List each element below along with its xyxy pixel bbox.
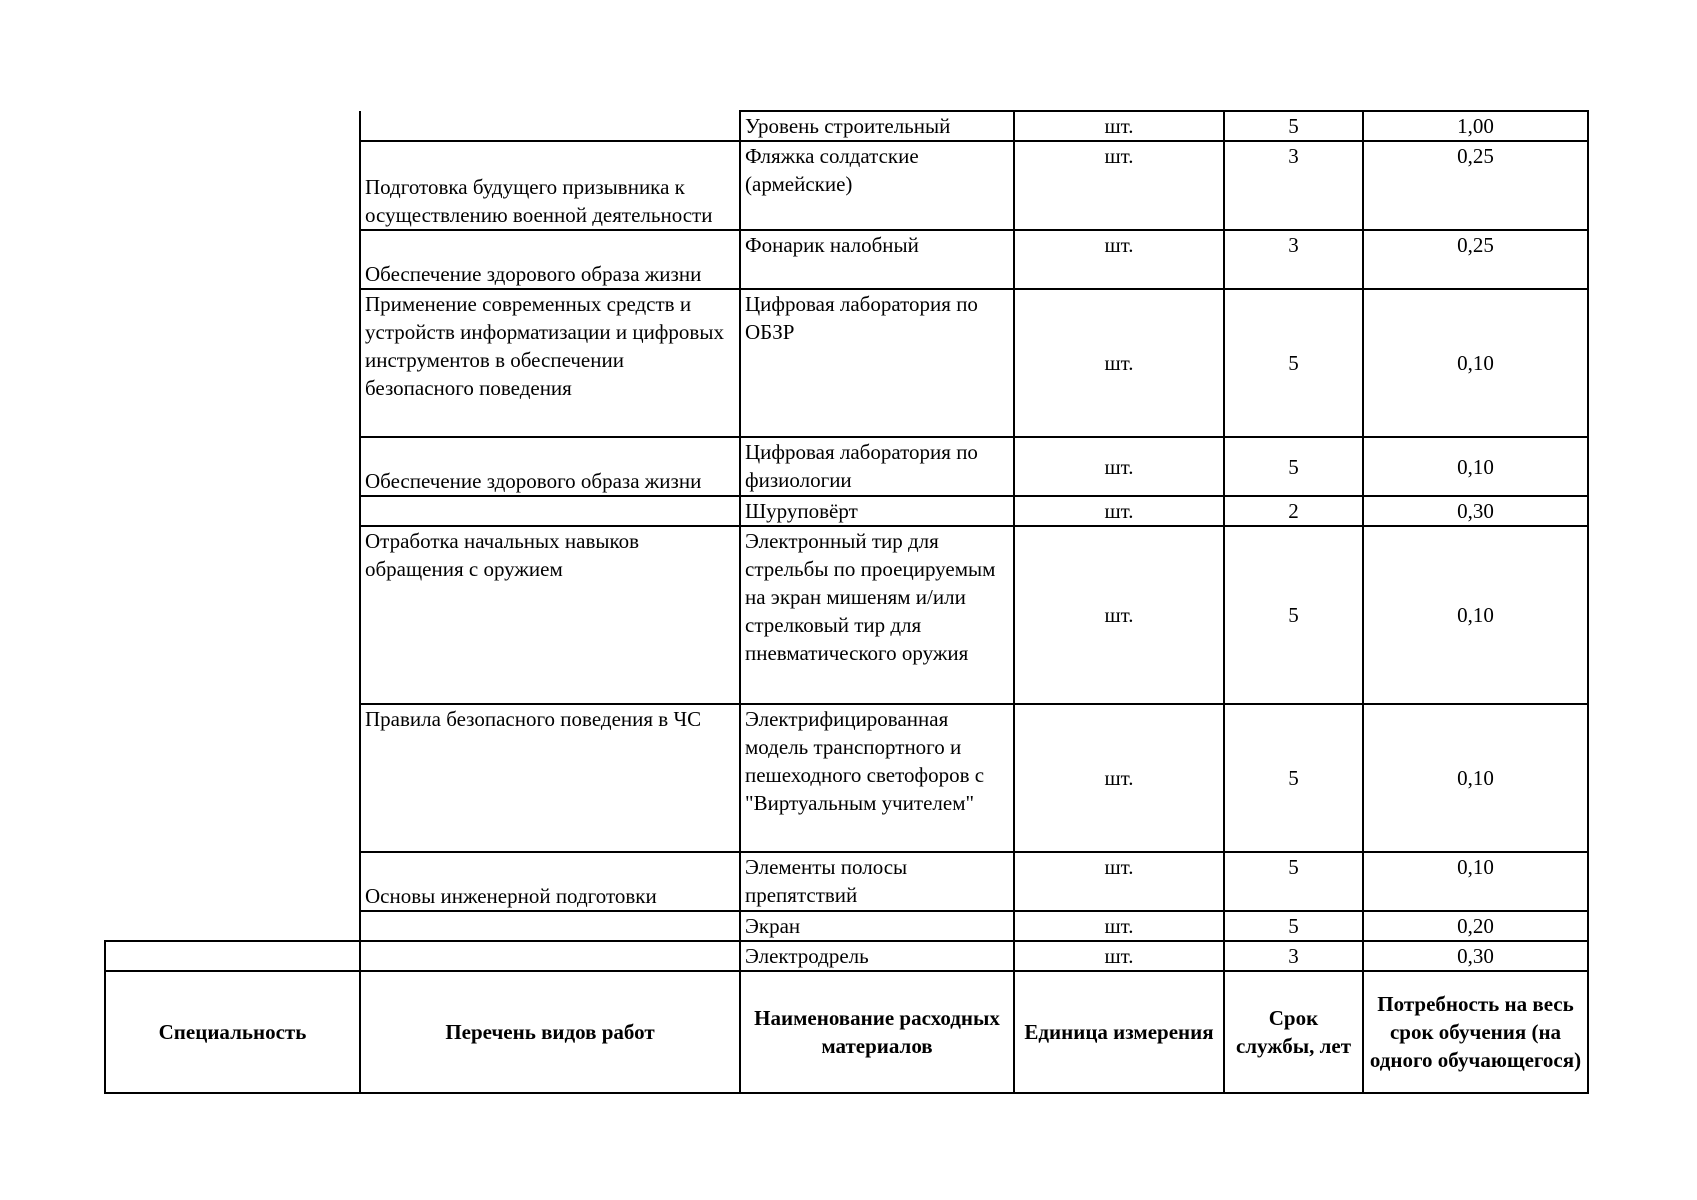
unit-cell: шт. bbox=[1014, 526, 1224, 704]
work-cell bbox=[360, 496, 740, 526]
material-cell: Уровень строительный bbox=[740, 111, 1014, 141]
table-row bbox=[105, 111, 1588, 141]
unit-cell: шт. bbox=[1014, 941, 1224, 971]
material-cell: Электрифицированная модель транспортного и пешеходного светофоров с "Виртуальным учителем" bbox=[740, 704, 1014, 852]
work-cell: Обеспечение здорового образа жизни bbox=[360, 230, 740, 289]
work-cell bbox=[360, 941, 740, 971]
material-cell: Элементы полосы препятствий bbox=[740, 852, 1014, 911]
need-cell: 1,00 bbox=[1363, 111, 1588, 141]
unit-cell: шт. bbox=[1014, 496, 1224, 526]
years-cell: 2 bbox=[1224, 496, 1363, 526]
material-cell: Цифровая лаборатория по физиологии bbox=[740, 437, 1014, 496]
need-cell: 0,10 bbox=[1363, 437, 1588, 496]
header-need: Потребность на весь срок обучения (на одного обучающегося) bbox=[1363, 971, 1588, 1093]
need-cell: 0,10 bbox=[1363, 704, 1588, 852]
need-cell: 0,20 bbox=[1363, 911, 1588, 941]
header-material: Наименование расходных материалов bbox=[740, 971, 1014, 1093]
need-cell: 0,30 bbox=[1363, 941, 1588, 971]
years-cell: 5 bbox=[1224, 852, 1363, 911]
unit-cell: шт. bbox=[1014, 230, 1224, 289]
work-cell: Основы инженерной подготовки bbox=[360, 852, 740, 911]
need-cell: 0,25 bbox=[1363, 230, 1588, 289]
years-cell: 5 bbox=[1224, 111, 1363, 141]
material-cell: Фляжка солдатские (армейские) bbox=[740, 141, 1014, 230]
header-unit: Единица измерения bbox=[1014, 971, 1224, 1093]
specialty-cell bbox=[105, 941, 360, 971]
years-cell: 5 bbox=[1224, 437, 1363, 496]
unit-cell: шт. bbox=[1014, 289, 1224, 437]
work-cell: Подготовка будущего призывника к осуществлению военной деятельности bbox=[360, 141, 740, 230]
years-cell: 5 bbox=[1224, 911, 1363, 941]
specialty-cell bbox=[105, 111, 360, 941]
work-cell bbox=[360, 111, 740, 141]
work-cell: Правила безопасного поведения в ЧС bbox=[360, 704, 740, 852]
need-cell: 0,25 bbox=[1363, 141, 1588, 230]
years-cell: 5 bbox=[1224, 289, 1363, 437]
work-cell bbox=[360, 911, 740, 941]
need-cell: 0,10 bbox=[1363, 526, 1588, 704]
material-cell: Шуруповёрт bbox=[740, 496, 1014, 526]
unit-cell: шт. bbox=[1014, 911, 1224, 941]
need-cell: 0,10 bbox=[1363, 289, 1588, 437]
years-cell: 3 bbox=[1224, 141, 1363, 230]
unit-cell: шт. bbox=[1014, 141, 1224, 230]
years-cell: 3 bbox=[1224, 230, 1363, 289]
unit-cell: шт. bbox=[1014, 704, 1224, 852]
unit-cell: шт. bbox=[1014, 437, 1224, 496]
unit-cell: шт. bbox=[1014, 111, 1224, 141]
years-cell: 3 bbox=[1224, 941, 1363, 971]
years-cell: 5 bbox=[1224, 526, 1363, 704]
material-cell: Фонарик налобный bbox=[740, 230, 1014, 289]
work-cell: Отработка начальных навыков обращения с оружием bbox=[360, 526, 740, 704]
material-cell: Цифровая лаборатория по ОБЗР bbox=[740, 289, 1014, 437]
header-specialty: Специальность bbox=[105, 971, 360, 1093]
header-years: Срок службы, лет bbox=[1224, 971, 1363, 1093]
work-cell: Применение современных средств и устройств информатизации и цифровых инструментов в обеспечении безопасного поведения bbox=[360, 289, 740, 437]
need-cell: 0,30 bbox=[1363, 496, 1588, 526]
unit-cell: шт. bbox=[1014, 852, 1224, 911]
work-cell: Обеспечение здорового образа жизни bbox=[360, 437, 740, 496]
header-works: Перечень видов работ bbox=[360, 971, 740, 1093]
header-row bbox=[105, 971, 1588, 1093]
need-cell: 0,10 bbox=[1363, 852, 1588, 911]
years-cell: 5 bbox=[1224, 704, 1363, 852]
material-cell: Экран bbox=[740, 911, 1014, 941]
material-cell: Электронный тир для стрельбы по проецируемым на экран мишеням и/или стрелковый тир для пневматического оружия bbox=[740, 526, 1014, 704]
table-row bbox=[105, 941, 1588, 971]
material-cell: Электродрель bbox=[740, 941, 1014, 971]
materials-table bbox=[104, 110, 1589, 1094]
